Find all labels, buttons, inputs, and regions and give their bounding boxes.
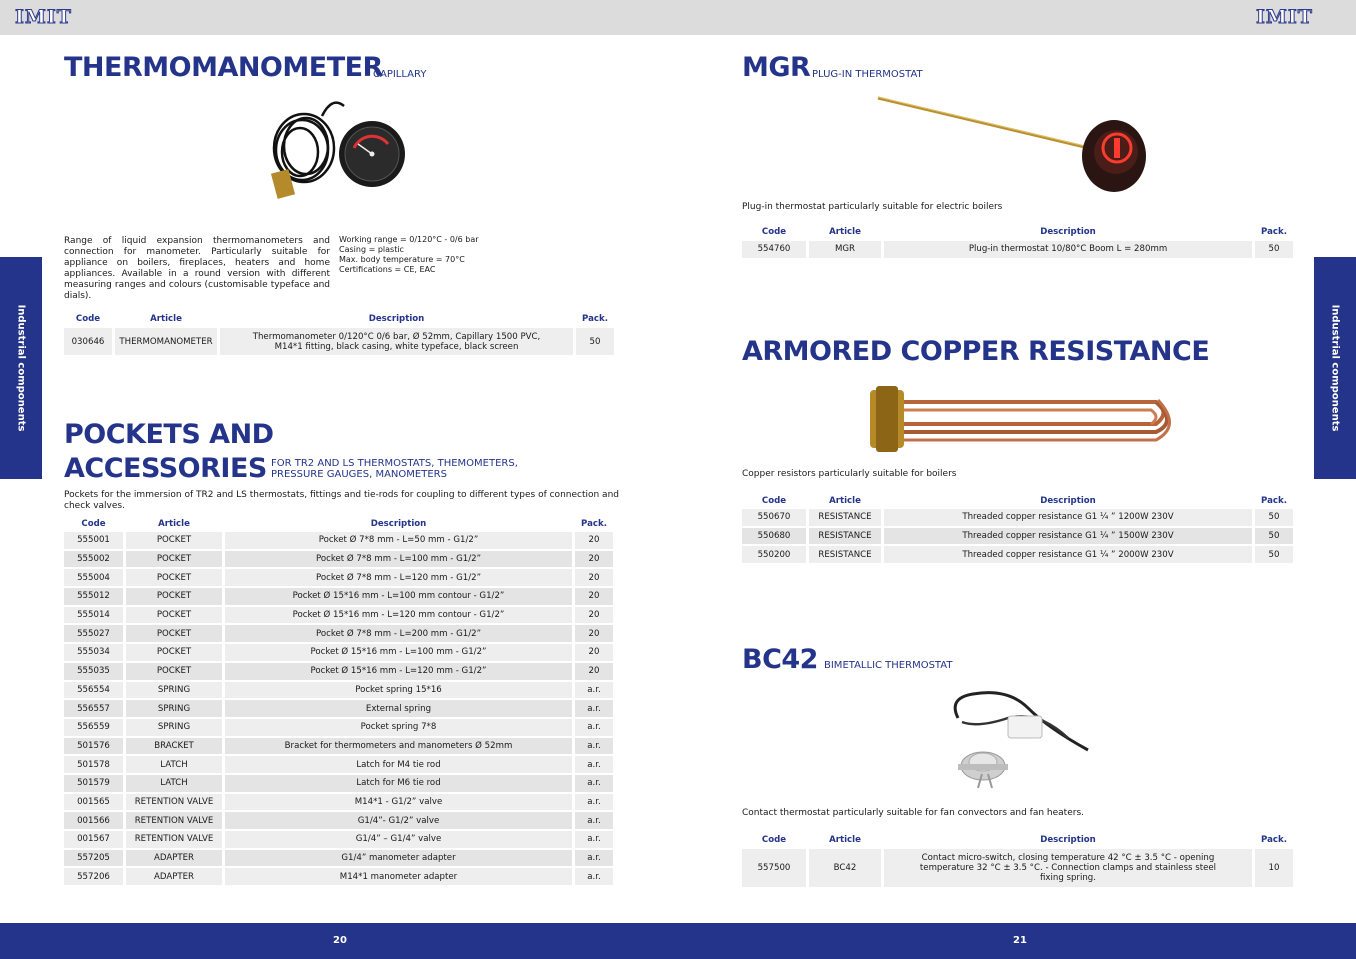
side-tab-right xyxy=(1314,257,1356,479)
cell-article: POCKET xyxy=(126,569,222,586)
cell-pack: 20 xyxy=(575,569,613,586)
cell-pack: 50 xyxy=(576,328,614,355)
table-row xyxy=(64,794,613,811)
cell-description: Threaded copper resistance G1 ¼ ” 1200W 230V xyxy=(884,509,1252,526)
top-bar xyxy=(0,0,1356,35)
cell-code: 501579 xyxy=(64,775,123,792)
copper-title: ARMORED COPPER RESISTANCE xyxy=(742,336,1210,367)
col-description: Description xyxy=(368,314,425,324)
cell-description: Bracket for thermometers and manometers Ø 52mm xyxy=(225,738,572,755)
cell-description: Contact micro-switch, closing temperature 42 °C ± 3.5 °C - opening temperature 32 °C ± 3.5 °C. - Connection clamps and stainless steel fixing spring. xyxy=(884,849,1252,887)
cell-article: BC42 xyxy=(809,849,881,887)
table-row xyxy=(64,328,614,355)
pockets-subtitle xyxy=(271,458,518,480)
table-row xyxy=(64,756,613,773)
table-row xyxy=(64,775,613,792)
col-code: Code xyxy=(761,835,787,845)
pockets-subtitle-line1: FOR TR2 AND LS THERMOSTATS, THEMOMETERS, xyxy=(271,458,518,469)
table-row xyxy=(64,625,613,642)
cell-description: Pocket Ø 15*16 mm - L=120 mm contour - G1/2” xyxy=(225,607,572,624)
col-code: Code xyxy=(761,227,787,237)
table-row xyxy=(64,700,613,717)
cell-description: Threaded copper resistance G1 ¼ ” 2000W 230V xyxy=(884,546,1252,563)
table-row xyxy=(64,738,613,755)
thermomanometer-title: THERMOMANOMETER xyxy=(64,52,383,83)
cell-code: 555034 xyxy=(64,644,123,661)
col-article: Article xyxy=(829,835,861,845)
table-header-row xyxy=(64,312,614,326)
cell-description: G1/4”- G1/2” valve xyxy=(225,812,572,829)
cell-code: 555002 xyxy=(64,551,123,568)
col-pack: Pack. xyxy=(1261,227,1287,237)
cell-description: G1/4” manometer adapter xyxy=(225,850,572,867)
cell-code: 555035 xyxy=(64,663,123,680)
cell-description: Thermomanometer 0/120°C 0/6 bar, Ø 52mm, Capillary 1500 PVC, M14*1 fitting, black casing, white typeface, black screen xyxy=(220,328,573,355)
table-row xyxy=(64,663,613,680)
cell-pack: a.r. xyxy=(575,831,613,848)
cell-code: 001565 xyxy=(64,794,123,811)
col-description: Description xyxy=(1040,496,1096,506)
col-description: Description xyxy=(370,519,427,529)
cell-code: 550670 xyxy=(742,509,806,526)
table-header-row xyxy=(64,518,613,530)
mgr-title: MGR xyxy=(742,52,811,83)
cell-pack: 50 xyxy=(1255,241,1293,258)
cell-code: 001566 xyxy=(64,812,123,829)
cell-article: LATCH xyxy=(126,756,222,773)
cell-description: G1/4” – G1/4” valve xyxy=(225,831,572,848)
cell-article: MGR xyxy=(809,241,881,258)
cell-code: 555014 xyxy=(64,607,123,624)
cell-article: POCKET xyxy=(126,551,222,568)
cell-article: POCKET xyxy=(126,607,222,624)
side-tab-left xyxy=(0,257,42,479)
mgr-subtitle: PLUG-IN THERMOSTAT xyxy=(812,69,923,80)
cell-pack: 20 xyxy=(575,532,613,549)
cell-article: BRACKET xyxy=(126,738,222,755)
table-row xyxy=(742,849,1293,887)
cell-pack: 20 xyxy=(575,588,613,605)
cell-pack: 50 xyxy=(1255,528,1293,545)
table-row xyxy=(742,241,1293,258)
cell-description: Threaded copper resistance G1 ¼ ” 1500W 230V xyxy=(884,528,1252,545)
cell-description: M14*1 manometer adapter xyxy=(225,868,572,885)
cell-description: Pocket Ø 15*16 mm - L=120 mm - G1/2” xyxy=(225,663,572,680)
cell-description: Pocket Ø 7*8 mm - L=120 mm - G1/2” xyxy=(225,569,572,586)
col-pack: Pack. xyxy=(582,314,608,324)
cell-article: THERMOMANOMETER xyxy=(115,328,217,355)
copper-resistance-product-image xyxy=(866,384,1186,464)
cell-code: 501576 xyxy=(64,738,123,755)
page-number-left: 20 xyxy=(333,935,347,946)
cell-description: Plug-in thermostat 10/80°C Boom L = 280mm xyxy=(884,241,1252,258)
mgr-table xyxy=(739,223,1296,260)
cell-article: RETENTION VALVE xyxy=(126,831,222,848)
cell-description: External spring xyxy=(225,700,572,717)
table-row xyxy=(64,588,613,605)
bc42-description: Contact thermostat particularly suitable for fan convectors and fan heaters. xyxy=(742,808,1084,818)
pockets-title-line2: ACCESSORIES xyxy=(64,453,267,484)
col-article: Article xyxy=(829,227,861,237)
cell-description: Pocket Ø 15*16 mm - L=100 mm - G1/2” xyxy=(225,644,572,661)
table-row xyxy=(64,812,613,829)
cell-description: Pocket spring 7*8 xyxy=(225,719,572,736)
cell-pack: 10 xyxy=(1255,849,1293,887)
cell-article: SPRING xyxy=(126,700,222,717)
mgr-description: Plug-in thermostat particularly suitable for electric boilers xyxy=(742,202,1003,212)
col-pack: Pack. xyxy=(1261,496,1287,506)
spec-line: Casing = plastic xyxy=(339,245,404,254)
cell-description: Pocket spring 15*16 xyxy=(225,682,572,699)
cell-pack: a.r. xyxy=(575,868,613,885)
cell-pack: a.r. xyxy=(575,794,613,811)
cell-article: ADAPTER xyxy=(126,850,222,867)
table-row xyxy=(64,607,613,624)
cell-article: POCKET xyxy=(126,532,222,549)
table-row xyxy=(64,682,613,699)
cell-article: ADAPTER xyxy=(126,868,222,885)
cell-code: 550200 xyxy=(742,546,806,563)
thermomanometer-specs xyxy=(339,235,519,275)
cell-article: POCKET xyxy=(126,588,222,605)
cell-code: 556557 xyxy=(64,700,123,717)
col-pack: Pack. xyxy=(581,519,607,529)
side-tab-right-label: Industrial components xyxy=(1329,304,1341,432)
table-header-row xyxy=(742,833,1293,847)
brand-logo-left: IMIT xyxy=(15,6,72,28)
table-row xyxy=(742,546,1293,563)
cell-code: 557206 xyxy=(64,868,123,885)
cell-description: Pocket Ø 7*8 mm - L=200 mm - G1/2” xyxy=(225,625,572,642)
page-number-right: 21 xyxy=(1013,935,1027,946)
cell-pack: a.r. xyxy=(575,775,613,792)
pockets-description: Pockets for the immersion of TR2 and LS thermostats, fittings and tie-rods for coupling to different types of connection and check valves. xyxy=(64,490,619,511)
cell-article: RESISTANCE xyxy=(809,546,881,563)
cell-pack: 20 xyxy=(575,663,613,680)
cell-pack: a.r. xyxy=(575,682,613,699)
copper-description: Copper resistors particularly suitable for boilers xyxy=(742,469,957,479)
spec-line: Certifications = CE, EAC xyxy=(339,265,436,274)
thermomanometer-description: Range of liquid expansion thermomanometers and connection for manometer. Particularly suitable for appliance on boilers, fireplaces, heaters and home appliances. Available in a round version with different measuring ranges and colours (customisable typeface and dials). xyxy=(64,236,330,301)
cell-pack: a.r. xyxy=(575,756,613,773)
bottom-bar xyxy=(0,923,1356,959)
cell-pack: 20 xyxy=(575,625,613,642)
cell-article: RESISTANCE xyxy=(809,528,881,545)
pockets-title-line1: POCKETS AND xyxy=(64,419,274,450)
col-code: Code xyxy=(75,314,101,324)
cell-article: LATCH xyxy=(126,775,222,792)
mgr-product-image xyxy=(874,90,1154,200)
spec-line: Max. body temperature = 70°C xyxy=(339,255,465,264)
col-code: Code xyxy=(81,519,106,529)
pockets-subtitle-line2: PRESSURE GAUGES, MANOMETERS xyxy=(271,469,447,480)
table-header-row xyxy=(742,495,1293,507)
cell-article: RESISTANCE xyxy=(809,509,881,526)
pockets-table xyxy=(61,516,616,887)
table-row xyxy=(742,528,1293,545)
cell-description: Latch for M4 tie rod xyxy=(225,756,572,773)
table-row xyxy=(64,644,613,661)
cell-article: SPRING xyxy=(126,682,222,699)
cell-description: Latch for M6 tie rod xyxy=(225,775,572,792)
cell-code: 557205 xyxy=(64,850,123,867)
cell-code: 556559 xyxy=(64,719,123,736)
col-description: Description xyxy=(1040,227,1096,237)
cell-pack: 20 xyxy=(575,607,613,624)
cell-pack: 20 xyxy=(575,644,613,661)
cell-article: SPRING xyxy=(126,719,222,736)
table-row xyxy=(64,850,613,867)
cell-code: 501578 xyxy=(64,756,123,773)
cell-description: M14*1 - G1/2” valve xyxy=(225,794,572,811)
cell-article: POCKET xyxy=(126,625,222,642)
col-article: Article xyxy=(158,519,190,529)
cell-code: 554760 xyxy=(742,241,806,258)
cell-article: POCKET xyxy=(126,644,222,661)
table-row xyxy=(64,569,613,586)
table-row xyxy=(64,719,613,736)
cell-code: 550680 xyxy=(742,528,806,545)
col-pack: Pack. xyxy=(1261,835,1287,845)
cell-article: POCKET xyxy=(126,663,222,680)
cell-pack: a.r. xyxy=(575,850,613,867)
cell-code: 030646 xyxy=(64,328,112,355)
cell-code: 557500 xyxy=(742,849,806,887)
thermomanometer-table xyxy=(61,310,617,357)
side-tab-left-label: Industrial components xyxy=(15,304,27,432)
bc42-subtitle: BIMETALLIC THERMOSTAT xyxy=(824,660,953,671)
cell-description: Pocket Ø 7*8 mm - L=100 mm - G1/2” xyxy=(225,551,572,568)
col-description: Description xyxy=(1040,835,1096,845)
copper-table xyxy=(739,493,1296,565)
col-article: Article xyxy=(150,314,182,324)
col-article: Article xyxy=(829,496,861,506)
cell-code: 556554 xyxy=(64,682,123,699)
cell-pack: a.r. xyxy=(575,719,613,736)
bc42-product-image xyxy=(948,688,1098,796)
cell-pack: 20 xyxy=(575,551,613,568)
bc42-title: BC42 xyxy=(742,644,818,675)
cell-pack: 50 xyxy=(1255,546,1293,563)
spec-line: Working range = 0/120°C - 0/6 bar xyxy=(339,235,479,244)
thermomanometer-product-image xyxy=(262,86,412,211)
cell-pack: a.r. xyxy=(575,812,613,829)
cell-pack: a.r. xyxy=(575,738,613,755)
bc42-table xyxy=(739,831,1296,889)
cell-code: 555001 xyxy=(64,532,123,549)
brand-logo-right: IMIT xyxy=(1256,6,1313,28)
cell-description: Pocket Ø 15*16 mm - L=100 mm contour - G1/2” xyxy=(225,588,572,605)
table-header-row xyxy=(742,225,1293,239)
cell-pack: 50 xyxy=(1255,509,1293,526)
table-row xyxy=(64,831,613,848)
cell-code: 555027 xyxy=(64,625,123,642)
pockets-title xyxy=(64,418,274,486)
cell-code: 555004 xyxy=(64,569,123,586)
table-row xyxy=(64,551,613,568)
table-row xyxy=(64,532,613,549)
cell-article: RETENTION VALVE xyxy=(126,812,222,829)
col-code: Code xyxy=(761,496,787,506)
cell-description: Pocket Ø 7*8 mm - L=50 mm - G1/2” xyxy=(225,532,572,549)
table-row xyxy=(742,509,1293,526)
cell-pack: a.r. xyxy=(575,700,613,717)
table-row xyxy=(64,868,613,885)
thermomanometer-subtitle: CAPILLARY xyxy=(373,69,427,80)
cell-code: 555012 xyxy=(64,588,123,605)
cell-code: 001567 xyxy=(64,831,123,848)
cell-article: RETENTION VALVE xyxy=(126,794,222,811)
